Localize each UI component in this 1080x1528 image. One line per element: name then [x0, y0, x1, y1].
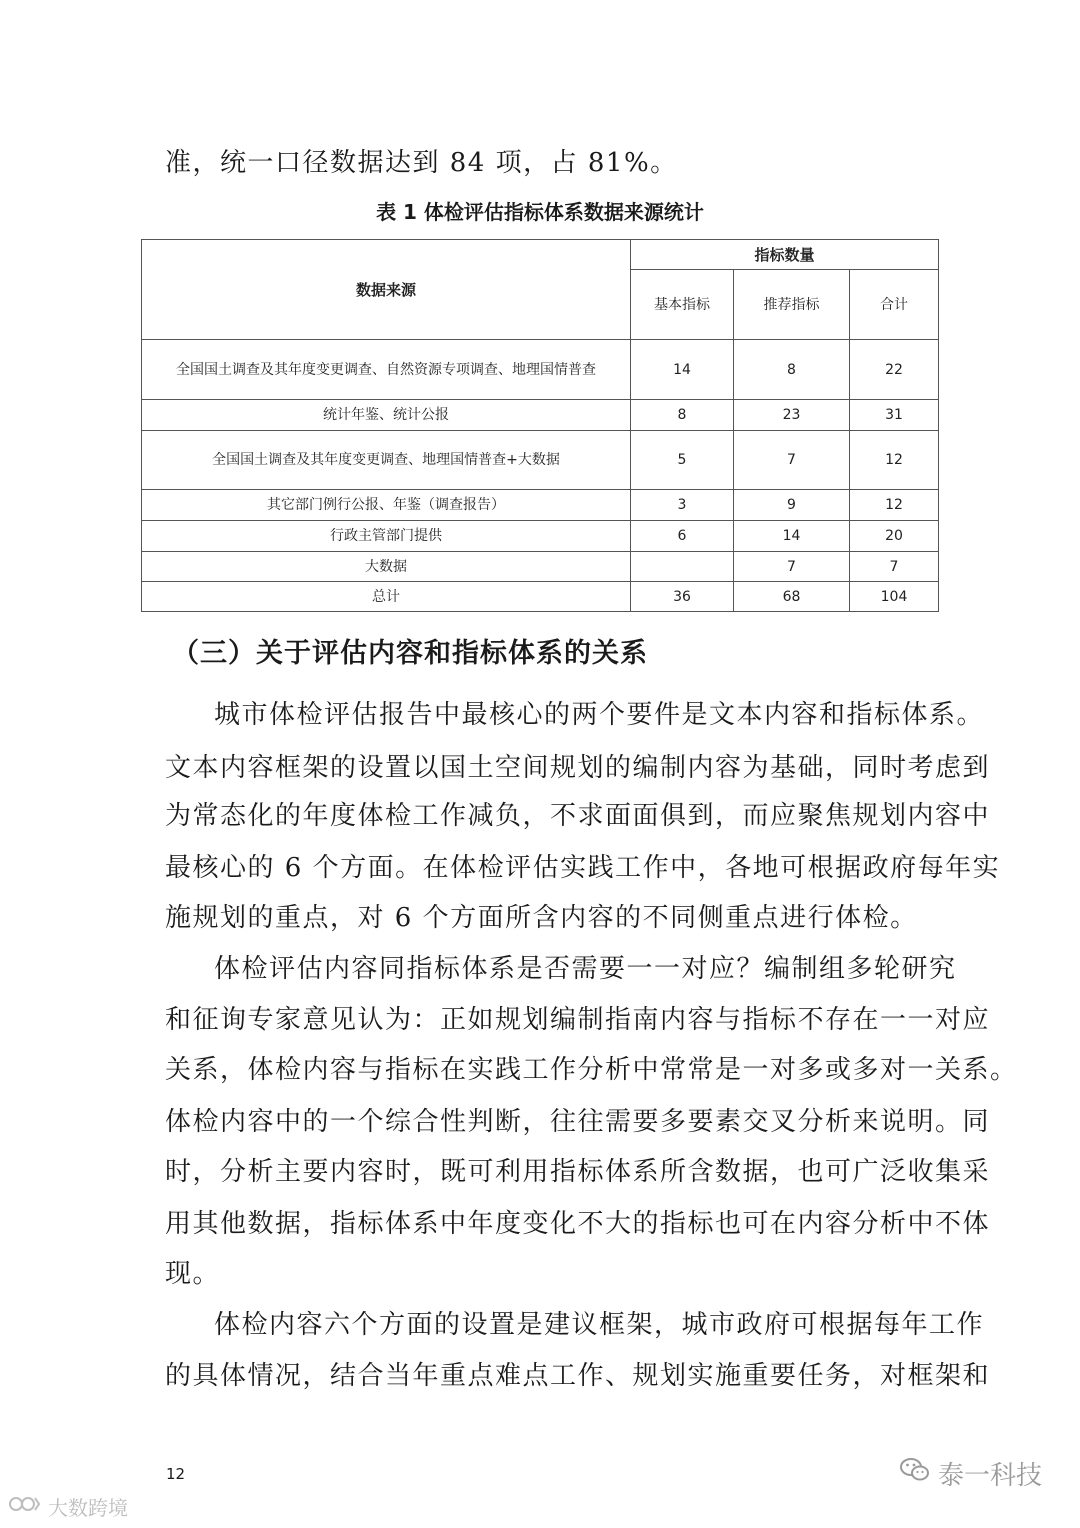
page-number: 12 — [166, 1465, 186, 1483]
paragraph-line: 最核心的 6 个方面。在体检评估实践工作中，各地可根据政府每年实 — [165, 853, 1001, 883]
row-recommended: 68 — [734, 582, 850, 612]
table-caption: 表 1 体检评估指标体系数据来源统计 — [376, 200, 704, 224]
intro-line: 准，统一口径数据达到 84 项，占 81%。 — [165, 148, 678, 178]
paragraph-line: 施规划的重点，对 6 个方面所含内容的不同侧重点进行体检。 — [165, 903, 918, 933]
row-recommended: 7 — [734, 552, 850, 582]
paragraph-line: 体检内容中的一个综合性判断，往往需要多要素交叉分析来说明。同 — [165, 1107, 991, 1137]
header-source: 数据来源 — [142, 240, 631, 340]
paragraph-line: 时，分析主要内容时，既可利用指标体系所含数据，也可广泛收集采 — [165, 1157, 991, 1187]
row-total: 31 — [850, 400, 939, 431]
table-row — [142, 521, 939, 552]
row-recommended: 23 — [734, 400, 850, 431]
paragraph-line: 体检评估内容同指标体系是否需要一一对应？编制组多轮研究 — [214, 954, 957, 984]
table-row — [142, 400, 939, 431]
row-recommended: 9 — [734, 490, 850, 521]
paragraph-line: 现。 — [165, 1259, 221, 1289]
row-source: 全国国土调查及其年度变更调查、自然资源专项调查、地理国情普查 — [142, 340, 631, 400]
row-basic: 36 — [631, 582, 734, 612]
table-row — [142, 431, 939, 490]
row-basic: 14 — [631, 340, 734, 400]
header-basic: 基本指标 — [631, 270, 734, 340]
paragraph-line: 和征询专家意见认为：正如规划编制指南内容与指标不存在一一对应 — [165, 1005, 991, 1035]
paragraph-line: 体检内容六个方面的设置是建议框架，城市政府可根据每年工作 — [214, 1310, 985, 1340]
row-source: 全国国土调查及其年度变更调查、地理国情普查+大数据 — [142, 431, 631, 490]
paragraph-line: 为常态化的年度体检工作减负，不求面面俱到，而应聚焦规划内容中 — [165, 801, 991, 831]
row-recommended: 7 — [734, 431, 850, 490]
watermark-left-text: 大数跨境 — [48, 1496, 128, 1520]
table-row — [142, 340, 939, 400]
row-source: 统计年鉴、统计公报 — [142, 400, 631, 431]
paragraph-line: 城市体检评估报告中最核心的两个要件是文本内容和指标体系。 — [214, 700, 985, 730]
table-row — [142, 490, 939, 521]
row-source: 总计 — [142, 582, 631, 612]
row-source: 大数据 — [142, 552, 631, 582]
row-total: 20 — [850, 521, 939, 552]
row-basic: 3 — [631, 490, 734, 521]
row-basic — [631, 552, 734, 582]
paragraph-line: 的具体情况，结合当年重点难点工作、规划实施重要任务，对框架和 — [165, 1361, 991, 1391]
watermark-right — [900, 1455, 1042, 1492]
paragraph-line: 用其他数据，指标体系中年度变化不大的指标也可在内容分析中不体 — [165, 1209, 991, 1239]
section-heading: （三）关于评估内容和指标体系的关系 — [172, 638, 648, 669]
header-total: 合计 — [850, 270, 939, 340]
paragraph-line: 文本内容框架的设置以国土空间规划的编制内容为基础，同时考虑到 — [165, 753, 991, 783]
row-total: 12 — [850, 431, 939, 490]
wechat-icon — [900, 1457, 930, 1490]
header-count: 指标数量 — [631, 240, 939, 270]
row-basic: 6 — [631, 521, 734, 552]
table-row — [142, 552, 939, 582]
header-recommended: 推荐指标 — [734, 270, 850, 340]
row-total: 7 — [850, 552, 939, 582]
paragraph-line: 关系，体检内容与指标在实践工作分析中常常是一对多或多对一关系。 — [165, 1055, 1018, 1085]
row-basic: 5 — [631, 431, 734, 490]
row-source: 其它部门例行公报、年鉴（调查报告） — [142, 490, 631, 521]
logo-icon — [8, 1493, 42, 1520]
row-total: 12 — [850, 490, 939, 521]
data-source-table — [141, 239, 939, 612]
row-total: 22 — [850, 340, 939, 400]
row-total: 104 — [850, 582, 939, 612]
row-recommended: 8 — [734, 340, 850, 400]
row-source: 行政主管部门提供 — [142, 521, 631, 552]
table-row — [142, 582, 939, 612]
watermark-right-text: 泰一科技 — [938, 1461, 1043, 1491]
row-basic: 8 — [631, 400, 734, 431]
row-recommended: 14 — [734, 521, 850, 552]
watermark-left — [8, 1492, 128, 1521]
